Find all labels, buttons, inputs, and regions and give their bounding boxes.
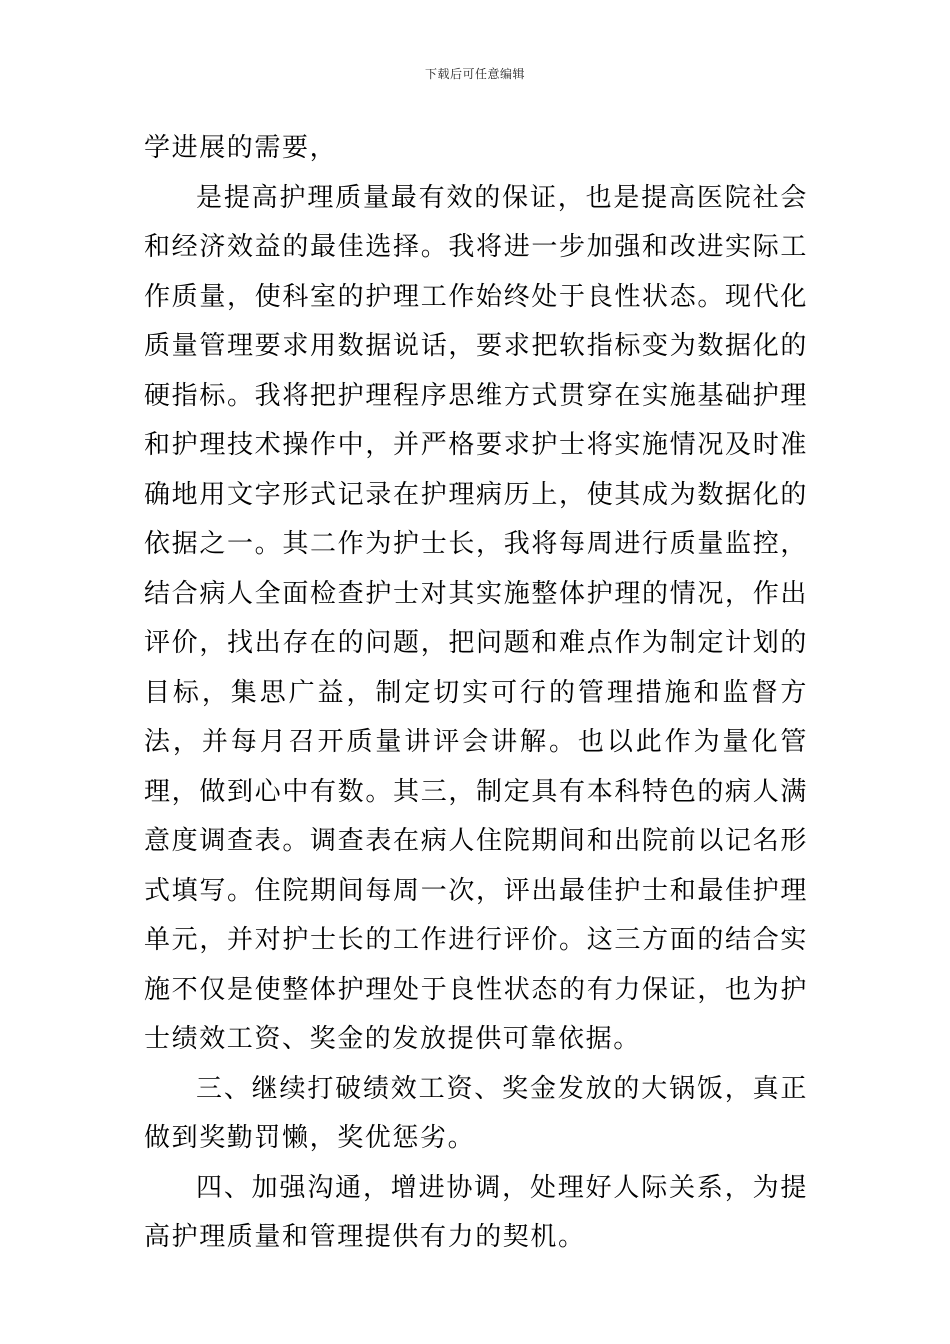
paragraph-3: 三、继续打破绩效工资、奖金发放的大锅饭，真正做到奖勤罚懒，奖优惩劣。 bbox=[144, 1073, 808, 1153]
body-text bbox=[144, 124, 808, 1263]
paragraph-2: 是提高护理质量最有效的保证，也是提高医院社会和经济效益的最佳选择。我将进一步加强和改进实际工作质量，使科室的护理工作始终处于良性状态。现代化质量管理要求用数据说话，要求把软指标变为数据化的硬指标。我将把护理程序思维方式贯穿在实施基础护理和护理技术操作中，并严格要求护士将实施情况及时准确地用文字形式记录在护理病历上，使其成为数据化的依据之一。其二作为护士长，我将每周进行质量监控，结合病人全面检查护士对其实施整体护理的情况，作出评价，找出存在的问题，把问题和难点作为制定计划的目标，集思广益，制定切实可行的管理措施和监督方法，并每月召开质量讲评会讲解。也以此作为量化管理，做到心中有数。其三，制定具有本科特色的病人满意度调查表。调查表在病人住院期间和出院前以记名形式填写。住院期间每周一次，评出最佳护士和最佳护理单元，并对护士长的工作进行评价。这三方面的结合实施不仅是使整体护理处于良性状态的有力保证，也为护士绩效工资、奖金的发放提供可靠依据。 bbox=[144, 182, 808, 1054]
header-note: 下载后可任意编辑 bbox=[424, 67, 525, 81]
paragraph-4: 四、加强沟通，增进协调，处理好人际关系，为提高护理质量和管理提供有力的契机。 bbox=[144, 1172, 808, 1252]
paragraph-1: 学进展的需要， bbox=[144, 133, 338, 163]
